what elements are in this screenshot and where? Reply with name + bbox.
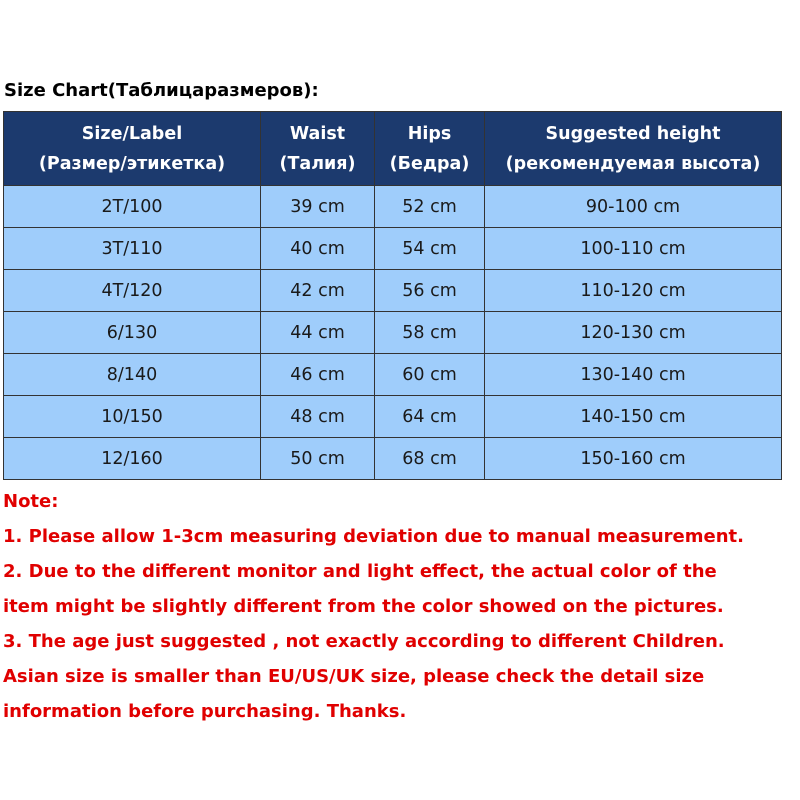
cell-height: 100-110 cm — [485, 228, 782, 270]
cell-height: 120-130 cm — [485, 312, 782, 354]
note-heading: Note: — [3, 491, 59, 512]
table-row — [4, 186, 782, 228]
cell-size: 2T/100 — [4, 186, 261, 228]
cell-waist: 50 cm — [261, 438, 375, 480]
note-line: 2. Due to the different monitor and light effect, the actual color of the — [3, 561, 717, 582]
table-row — [4, 354, 782, 396]
cell-size: 3T/110 — [4, 228, 261, 270]
note-line: 3. The age just suggested , not exactly according to different Children. — [3, 631, 725, 652]
header-hips — [375, 112, 485, 186]
header-hips-en: Hips — [407, 123, 452, 144]
header-size-label-en: Size/Label — [81, 123, 183, 144]
cell-size: 10/150 — [4, 396, 261, 438]
cell-waist: 46 cm — [261, 354, 375, 396]
cell-waist: 48 cm — [261, 396, 375, 438]
cell-hips: 52 cm — [375, 186, 485, 228]
header-size-label-ru: (Размер/этикетка) — [38, 153, 226, 174]
cell-hips: 60 cm — [375, 354, 485, 396]
cell-waist: 40 cm — [261, 228, 375, 270]
header-waist-en: Waist — [289, 123, 346, 144]
table-row — [4, 396, 782, 438]
header-waist-ru: (Талия) — [279, 153, 356, 174]
cell-size: 6/130 — [4, 312, 261, 354]
header-suggested-height — [485, 112, 782, 186]
cell-height: 130-140 cm — [485, 354, 782, 396]
cell-hips: 54 cm — [375, 228, 485, 270]
note-line: information before purchasing. Thanks. — [3, 701, 407, 722]
table-row — [4, 228, 782, 270]
cell-hips: 58 cm — [375, 312, 485, 354]
size-chart-title: Size Chart(Таблицаразмеров): — [4, 80, 319, 101]
table-row — [4, 312, 782, 354]
cell-hips: 68 cm — [375, 438, 485, 480]
cell-hips: 64 cm — [375, 396, 485, 438]
cell-size: 4T/120 — [4, 270, 261, 312]
size-chart-table — [3, 111, 782, 480]
header-suggested-height-ru: (рекомендуемая высота) — [505, 153, 761, 174]
table-row — [4, 270, 782, 312]
header-size-label — [4, 112, 261, 186]
table-header-row — [4, 112, 782, 186]
notes-section — [3, 484, 744, 729]
header-waist — [261, 112, 375, 186]
cell-size: 12/160 — [4, 438, 261, 480]
header-suggested-height-en: Suggested height — [545, 123, 721, 144]
note-line: Asian size is smaller than EU/US/UK size, please check the detail size — [3, 666, 705, 687]
table-row — [4, 438, 782, 480]
cell-waist: 44 cm — [261, 312, 375, 354]
cell-waist: 42 cm — [261, 270, 375, 312]
note-line: item might be slightly different from the color showed on the pictures. — [3, 596, 724, 617]
cell-waist: 39 cm — [261, 186, 375, 228]
note-line: 1. Please allow 1-3cm measuring deviation due to manual measurement. — [3, 526, 744, 547]
cell-height: 110-120 cm — [485, 270, 782, 312]
cell-height: 150-160 cm — [485, 438, 782, 480]
cell-hips: 56 cm — [375, 270, 485, 312]
cell-height: 140-150 cm — [485, 396, 782, 438]
cell-height: 90-100 cm — [485, 186, 782, 228]
cell-size: 8/140 — [4, 354, 261, 396]
header-hips-ru: (Бедра) — [389, 153, 470, 174]
